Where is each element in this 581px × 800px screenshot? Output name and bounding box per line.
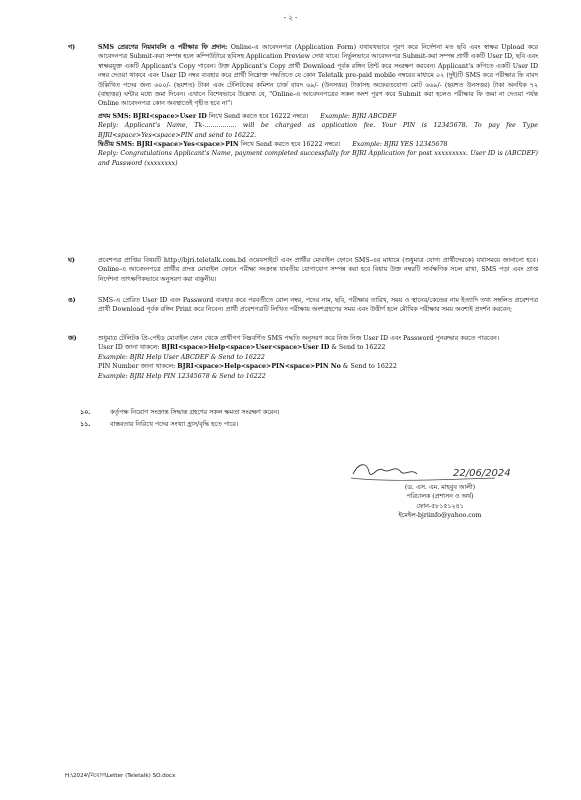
item-heading: SMS প্রেরণের নিয়মাবলি ও পরীক্ষার ফি প্রদান:	[98, 44, 228, 51]
item-text: SMS-এ প্রেরিত User ID এবং Password ব্যবহার করে পরবর্তীতে রোল নম্বর, পদের নাম, ছবি, পরীক্ষার তারিখ, সময় ও স্থানের/কেন্দ্রের নাম ইত্যাদি তথ্য সম্বলিত প্রবেশপত্র প্রার্থী Download পূর্বক রঙ্গিন Print করে নিবেন। প্রার্থী প্রবেশপত্রটি লিখিত পরীক্ষায় অংশগ্রহণের সময় এবং উত্তীর্ণ হলে মৌখিক পরীক্ষার সময় অবশ্যই প্রদর্শন করবেন;	[98, 297, 538, 314]
sms-second-example: Example: BJRI YES 12345678	[352, 141, 448, 149]
sms-second-label: দ্বিতীয় SMS:	[98, 141, 135, 149]
signatory-name: (ড. এস. এম. মাহবুব আলী)	[404, 484, 476, 491]
sms-second	[98, 140, 538, 149]
sms-first-label: প্রথম SMS:	[98, 112, 131, 120]
signatory-email: ইমেইল-bjriinfo@yahoo.com	[398, 512, 482, 520]
item-marker: জ)	[68, 335, 77, 342]
page-number: - ২ -	[283, 14, 298, 22]
sms-first-code: BJRI<space>User ID	[132, 112, 207, 120]
sms-second-text: লিখে Send করতে হবে 16222 নম্বরে।	[238, 141, 341, 149]
reply-second: Reply: Congratulations Applicant's Name, payment completed successfully for BJRI Application for post xxxxxxxxx. User ID is (ABCDEF) and Password (xxxxxxxx)	[98, 150, 538, 167]
item-text: বাস্তবতার নিরিখে পদের সংখ্যা হ্রাস/বৃদ্ধি হতে পারে।	[110, 421, 239, 428]
reply-first: Reply: Applicant's Name, Tk-................ will be charged as application fee. Your PIN is 12345678. To pay fee Type BJRI<space>Yes<space>PIN and send to 16222.	[98, 122, 538, 139]
recover-pin-example: Example: BJRI Help PIN 12345678 & Send to 16222	[98, 372, 266, 380]
recover-userid-label: User ID জানা থাকলে:	[98, 344, 162, 352]
recover-userid	[98, 343, 538, 352]
signature-date: 22/06/2024	[453, 468, 511, 479]
item-paragraph: Online-এ আবেদনপত্র (Application Form) যথাযথভাবে পূরণ করে নির্দেশনা মত ছবি এবং স্বাক্ষর Upload করে আবেদনপত্র Submit-করা সম্পন্ন হলে কম্পিউটারে ছবিসহ Application Preview দেখা যাবে। নির্ভুলভাবে আবেদনপত্র Submit-করা সম্পন্ন প্রার্থী একটি User ID, ছবি এবং স্বাক্ষরযুক্ত একটি Applicant's Copy পাবেন। উক্ত Applicant's Copy প্রার্থী Download পূর্বক রঙ্গিন প্রিন্ট করে সংরক্ষণ করবেন। Applicant's কপিতে একটি User ID নম্বর দেওয়া থাকবে এবং User ID নম্বর ব্যবহার করে প্রার্থী নিম্নোক্ত পদ্ধতিতে যে কোন Teletalk pre-paid mobile নম্বরের মাধ্যমে ০২ (দুই)টি SMS করে পরীক্ষার ফি বাবদ উল্লিখিত পদের জন্য ৬০০/- (ছয়শত) টাকা এবং টেলিটকের কমিশন চার্জ বাবদ ৬৯/- (উনসত্তর) টাকাসহ অফেরতযোগ্য মোট ৬৬৯/- (ছয়শত উনসত্তর) টাকা অনধিক ৭২ (বাহাত্তর) ঘন্টার মধ্যে জমা দিবেন। এখানে বিশেষভাবে উল্লেখ্য যে, "Online-এ আবেদনপত্রের সকল অংশ পূরণ করে Submit করা হলেও পরীক্ষার ফি জমা না দেওয়া পর্যন্ত Online আবেদনপত্র কোন অবস্থাতেই গৃহীত হবে না"।	[98, 44, 538, 108]
item-admit-card-notice	[68, 256, 538, 284]
recover-pin-label: PIN Number জানা থাকলে:	[98, 363, 178, 371]
signatory-designation: পরিচালক (প্রশাসন ও অর্থ)	[406, 493, 474, 501]
recover-pin-send: & Send to 16222	[340, 363, 397, 371]
item-marker: ঘ)	[68, 257, 75, 264]
item-sms-rules	[68, 43, 538, 168]
signature-block	[350, 483, 530, 521]
sms-first	[98, 112, 538, 121]
item-marker: ১১.	[80, 421, 91, 428]
recover-userid-code: BJRI<space>Help<space>User<space>User ID	[161, 344, 330, 352]
signatory-phone: ফোন-৫৮১৫১২৪১	[416, 502, 464, 510]
item-marker: ১০.	[80, 409, 91, 416]
item-admit-card-download	[68, 296, 538, 315]
item-text: কর্তৃপক্ষ নিয়োগ সংক্রান্ত সিদ্ধান্ত গ্রহণের সকল ক্ষমতা সংরক্ষণ করেন।	[110, 409, 280, 416]
item-password-recovery	[68, 334, 538, 381]
recover-userid-example: Example: BJRI Help User ABCDEF & Send to 16222	[98, 353, 265, 361]
sms-first-example: Example: BJRI ABCDEF	[320, 112, 397, 120]
item-ten	[80, 408, 550, 417]
footer-file-path: H:\2024\নিয়োগ\Letter (Teletalk) SO.docx	[65, 773, 176, 779]
item-marker: ঙ)	[68, 297, 76, 304]
recover-pin-code: BJRI<space>Help<space>PIN<space>PIN No	[177, 363, 341, 371]
recover-pin	[98, 362, 538, 371]
item-marker: গ)	[68, 44, 76, 51]
sms-first-text: লিখে Send করতে হবে 16222 নম্বরে।	[206, 112, 309, 120]
item-eleven	[80, 420, 550, 429]
item-text: শুধুমাত্র টেলিটক প্রি-পেইড মোবাইল ফোন থেকে প্রার্থীগণ নিম্নবর্ণিত SMS পদ্ধতি অনুসরণ করে নিজ নিজ User ID এবং Password পুনরুদ্ধার করতে পারবেন।	[98, 335, 499, 342]
sms-second-code: BJRI<space>Yes<space>PIN	[136, 141, 239, 149]
recover-userid-send: & Send to 16222	[329, 344, 386, 352]
item-text: প্রবেশপত্র প্রাপ্তির বিষয়টি http://bjri.teletalk.com.bd ওয়েবসাইটে এবং প্রার্থীর মোবাইল ফোনে SMS-এর মাধ্যমে (শুধুমাত্র যোগ্য প্রার্থীদেরকে) যথাসময়ে জানানো হবে। Online-এ আবেদনপত্রে প্রার্থীর প্রদত্ত মোবাইল ফোনে পরীক্ষা সংক্রান্ত যাবতীয় যোগাযোগ সম্পন্ন করা হবে বিধায় উক্ত নম্বরটি সার্বক্ষণিক সচল রাখা, SMS পড়া এবং প্রাপ্ত নির্দেশনা তাৎক্ষণিকভাবে অনুসরণ করা বাঞ্ছনীয়।	[98, 257, 538, 283]
